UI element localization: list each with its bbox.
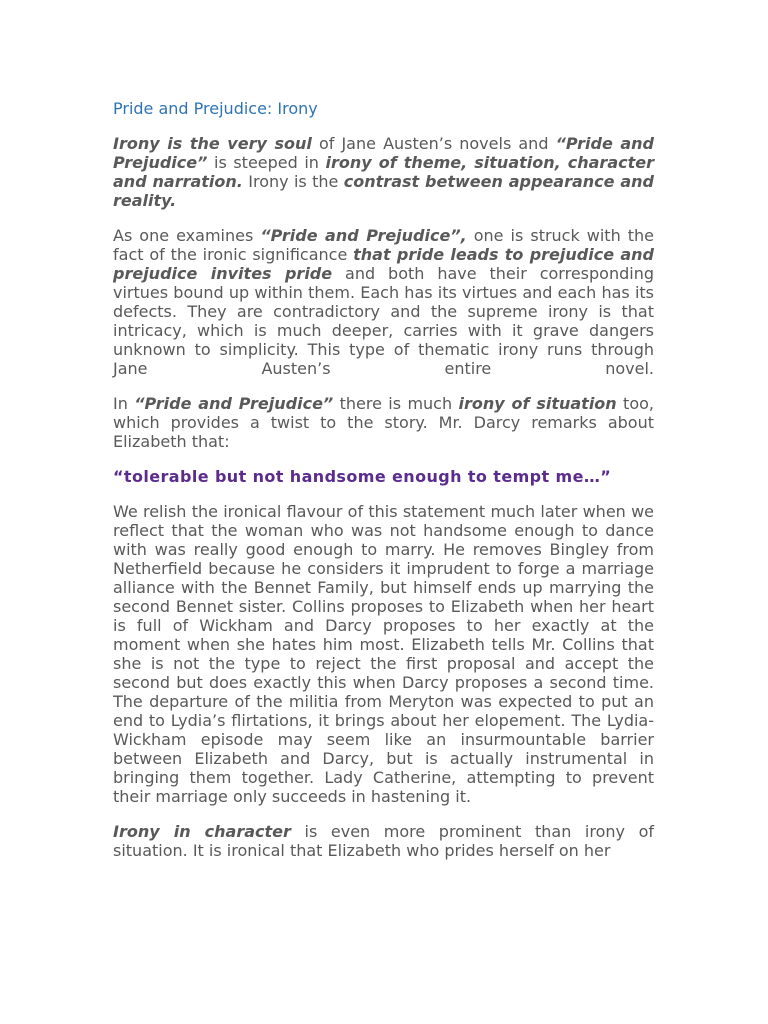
- emphasis: irony of theme, situation, character and narration.: [113, 153, 654, 191]
- text-run: As one examines: [113, 226, 261, 245]
- paragraph-intro: [113, 134, 654, 210]
- emphasis: “Pride and Prejudice”: [134, 394, 334, 413]
- emphasis: contrast between appearance and reality.: [113, 172, 654, 210]
- text-run: is even more prominent than irony of situation. It is ironical that Elizabeth who prides herself on her: [113, 822, 655, 860]
- paragraph-situational-irony: [113, 394, 654, 451]
- document-title: Pride and Prejudice: Irony: [113, 99, 318, 118]
- paragraph-thematic-irony: [113, 226, 654, 378]
- text-run: of Jane Austen’s novels and: [311, 134, 556, 153]
- darcy-quote: “tolerable but not handsome enough to tempt me…”: [113, 467, 612, 486]
- text-run: is steeped in: [207, 153, 326, 172]
- emphasis: “Pride and Prejudice”,: [260, 226, 467, 245]
- text-run: too, which provides a twist to the story. Mr. Darcy remarks about Elizabeth that:: [113, 394, 654, 451]
- paragraph-character-irony: [113, 822, 654, 860]
- text-run: In: [113, 394, 135, 413]
- text-run: one is struck with the fact of the ironic significance: [113, 226, 655, 264]
- emphasis: Irony in character: [113, 822, 291, 841]
- emphasis: irony of situation: [458, 394, 617, 413]
- emphasis: Irony is the very soul: [113, 134, 312, 153]
- text-run: there is much: [333, 394, 459, 413]
- emphasis: “Pride and Prejudice”: [113, 134, 655, 172]
- document-body: [113, 98, 654, 876]
- text-run: and both have their corresponding virtues bound up within them. Each has its virtues and each has its defects. They are contradictory and the supreme irony is that intricacy, which is much deeper, carries with it grave dangers unknown to simplicity. This type of thematic irony runs through Jane Austen’s entire novel.: [113, 264, 654, 378]
- paragraph-situation-examples: We relish the ironical flavour of this statement much later when we reflect that the woman who was not handsome enough to dance with was really good enough to marry. He removes Bingley from Netherfield because he considers it imprudent to forge a marriage alliance with the Bennet Family, but himself ends up marrying the second Bennet sister. Collins proposes to Elizabeth when her heart is full of Wickham and Darcy proposes to her exactly at the moment when she hates him most. Elizabeth tells Mr. Collins that she is not the type to reject the first proposal and accept the second but does exactly this when Darcy proposes a second time. The departure of the militia from Meryton was expected to put an end to Lydia’s flirtations, it brings about her elopement. The Lydia-Wickham episode may seem like an insurmountable barrier between Elizabeth and Darcy, but is actually instrumental in bringing them together. Lady Catherine, attempting to prevent their marriage only succeeds in hastening it.: [113, 502, 654, 806]
- emphasis: that pride leads to prejudice and prejudice invites pride: [113, 245, 654, 283]
- text-run: Irony is the: [242, 172, 344, 191]
